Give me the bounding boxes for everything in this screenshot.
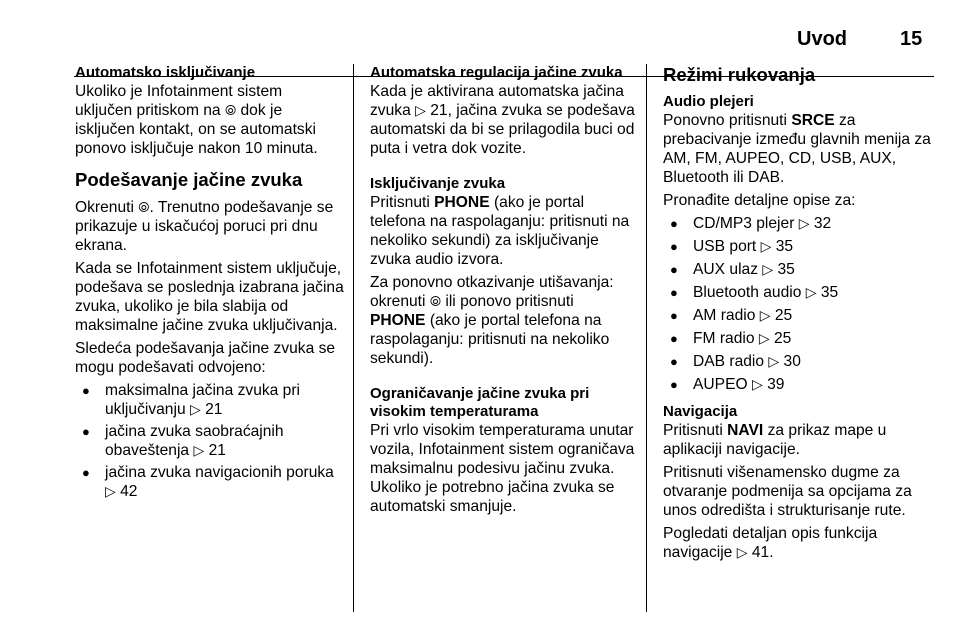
page-ref-arrow-icon: ▷ <box>798 215 810 231</box>
list-item: ● DAB radio ▷ 30 <box>670 353 801 370</box>
paragraph-nav-details: Pogledati detaljan opis funkcija navigacije ▷ 41. <box>663 525 878 561</box>
paragraph-find-descriptions: Pronađite detaljne opise za: <box>663 192 856 209</box>
page-ref-arrow-icon: ▷ <box>760 238 772 254</box>
bullet-icon: ● <box>670 308 678 323</box>
column-3 <box>663 64 938 566</box>
audio-sources-list <box>663 214 938 394</box>
bullet-icon: ● <box>670 262 678 277</box>
page-ref-arrow-icon: ▷ <box>758 330 770 346</box>
bullet-icon: ● <box>670 239 678 254</box>
paragraph-unmute: Za ponovno otkazivanje utišavanja: okrenuti ⦾ ili ponovo pritisnuti PHONE (ako je portal telefona na raspolaganju: pritisnuti na nekoliko sekundi). <box>370 274 614 367</box>
page-ref-arrow-icon: ▷ <box>736 544 748 560</box>
subheading-mute: Isključivanje zvuka <box>370 175 506 192</box>
heading-volume: Podešavanje jačine zvuka <box>75 169 303 190</box>
list-item: ● AM radio ▷ 25 <box>670 307 793 324</box>
bullet-icon: ● <box>670 354 678 369</box>
column-1 <box>75 64 345 504</box>
paragraph-turn-knob: Okrenuti ⦾. Trenutno podešavanje se prikazuje u iskačućoj poruci pri dnu ekrana. <box>75 199 334 254</box>
list-item: ● USB port ▷ 35 <box>670 238 794 255</box>
bullet-icon: ● <box>670 285 678 300</box>
page-ref-arrow-icon: ▷ <box>751 376 763 392</box>
paragraph-last-volume: Kada se Infotainment sistem uključuje, podešava se poslednja izabrana jačina zvuka, ukoliko je bila slabija od maksimalne jačine zvuka uključivanja. <box>75 260 344 334</box>
list-item: ● CD/MP3 plejer ▷ 32 <box>670 215 832 232</box>
page-ref-arrow-icon: ▷ <box>762 261 774 277</box>
subheading-audio-players: Audio plejeri <box>663 93 754 110</box>
paragraph-auto-volume: Kada je aktivirana automatska jačina zvuka ▷ 21, jačina zvuka se podešava automatski da bi se prilagodila buci od puta i vetra dok vozite. <box>370 83 635 157</box>
chapter-title: Uvod <box>797 28 847 50</box>
paragraph-multifunction: Pritisnuti višenamensko dugme za otvaranje podmenija sa opcijama za unos odredišta i strukturisanje rute. <box>663 464 912 519</box>
subheading-navigation: Navigacija <box>663 403 738 420</box>
page-ref-arrow-icon: ▷ <box>805 284 817 300</box>
paragraph-auto-off: Ukoliko je Infotainment sistem uključen pritiskom na ⦾ dok je isključen kontakt, on se automatski ponovo isključuje nakon 10 minuta. <box>75 83 318 157</box>
paragraph-srce: Ponovno pritisnuti SRCE za prebacivanje između glavnih menija za AM, FM, AUPEO, CD, USB, AUX, Bluetooth ili DAB. <box>663 112 931 186</box>
phone-key: PHONE <box>370 312 426 329</box>
power-knob-icon: ⦾ <box>224 102 237 118</box>
list-item: ● jačina zvuka saobraćajnih obaveštenja ▷ 21 <box>82 423 284 459</box>
volume-settings-list <box>75 381 345 501</box>
page-number: 15 <box>900 28 923 50</box>
navi-key: NAVI <box>727 422 764 439</box>
page-ref-arrow-icon: ▷ <box>189 401 201 417</box>
bullet-icon: ● <box>82 424 90 439</box>
phone-key: PHONE <box>434 194 490 211</box>
list-item: ● jačina zvuka navigacionih poruka ▷ 42 <box>82 464 334 500</box>
list-item: ● maksimalna jačina zvuka pri uključivanju ▷ 21 <box>82 382 300 418</box>
bullet-icon: ● <box>670 216 678 231</box>
subheading-temp-limit: Ograničavanje jačine zvuka pri visokim temperaturama <box>370 385 590 420</box>
subheading-auto-off: Automatsko isključivanje <box>75 64 256 81</box>
list-item: ● FM radio ▷ 25 <box>670 330 792 347</box>
list-item: ● AUX ulaz ▷ 35 <box>670 261 795 278</box>
paragraph-separate-settings: Sledeća podešavanja jačine zvuka se mogu podešavati odvojeno: <box>75 340 336 376</box>
page-ref-arrow-icon: ▷ <box>768 353 780 369</box>
list-item: ● Bluetooth audio ▷ 35 <box>670 284 839 301</box>
paragraph-temp-limit: Pri vrlo visokim temperaturama unutar vozila, Infotainment sistem ograničava maksimalnu podesivu jačinu zvuka. Ukoliko je potrebno jačina zvuka se automatski smanjuje. <box>370 422 635 515</box>
list-item: ● AUPEO ▷ 39 <box>670 376 785 393</box>
page-ref-arrow-icon: ▷ <box>415 102 426 118</box>
paragraph-mute: Pritisnuti PHONE (ako je portal telefona na raspolaganju: pritisnuti na nekoliko sekundi) za isključivanje zvuka audio izvora. <box>370 194 630 268</box>
column-2 <box>370 64 638 520</box>
column-divider-1 <box>353 64 354 612</box>
page-ref-arrow-icon: ▷ <box>193 442 205 458</box>
page-ref-arrow-icon: ▷ <box>759 307 771 323</box>
paragraph-navi: Pritisnuti NAVI za prikaz mape u aplikaciji navigacije. <box>663 422 887 458</box>
bullet-icon: ● <box>670 331 678 346</box>
srce-key: SRCE <box>791 112 835 129</box>
bullet-icon: ● <box>82 465 90 480</box>
page-ref-arrow-icon: ▷ <box>105 483 116 499</box>
heading-operating-modes: Režimi rukovanja <box>663 64 816 85</box>
bullet-icon: ● <box>82 383 90 398</box>
column-divider-2 <box>646 64 647 612</box>
power-knob-icon: ⦾ <box>138 199 150 215</box>
page-header <box>0 28 960 58</box>
bullet-icon: ● <box>670 377 678 392</box>
power-knob-icon: ⦾ <box>429 293 442 309</box>
subheading-auto-volume: Automatska regulacija jačine zvuka <box>370 64 623 81</box>
